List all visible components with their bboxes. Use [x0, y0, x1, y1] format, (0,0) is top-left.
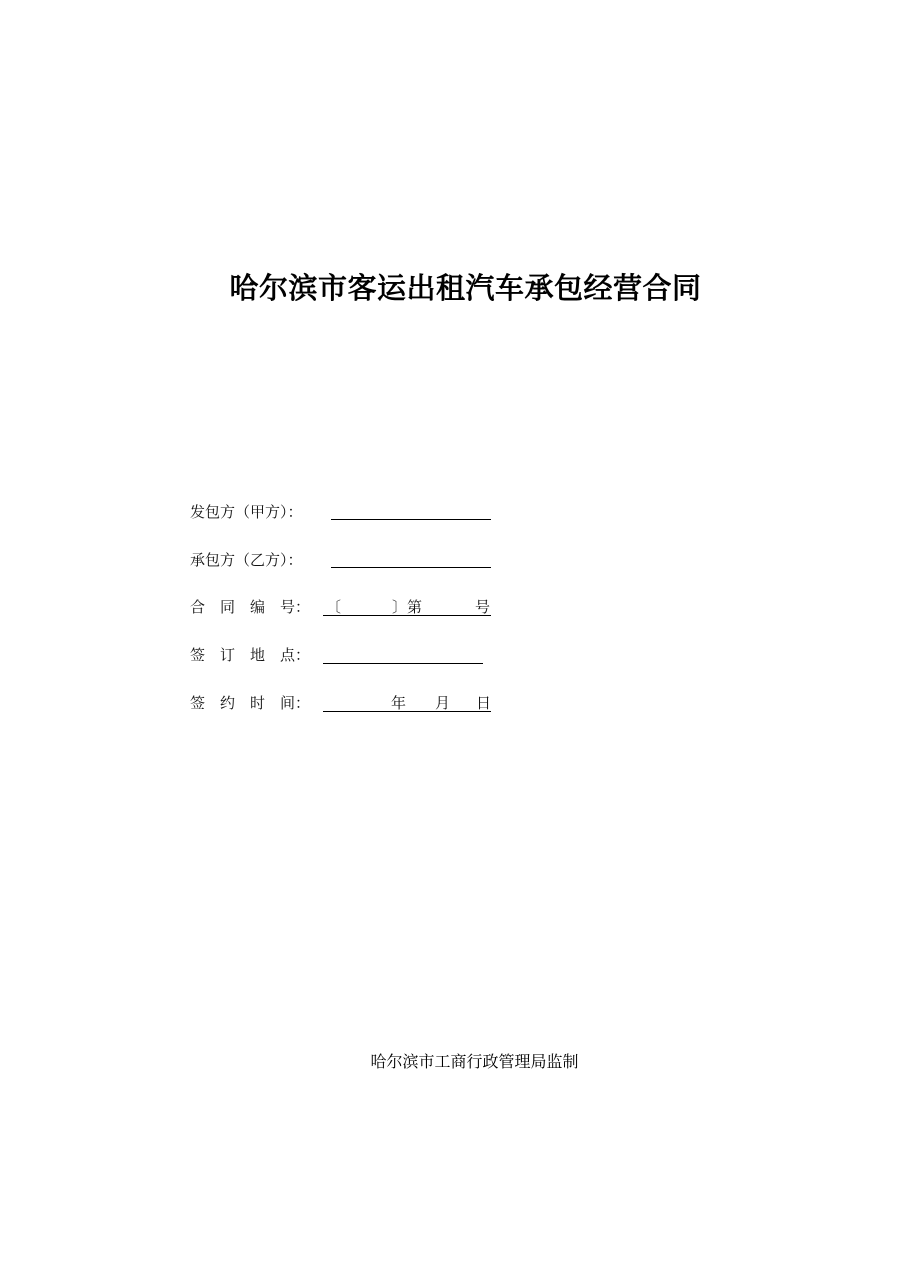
signing-date-year: 年 [391, 694, 407, 712]
signing-date-day: 日 [476, 694, 492, 712]
signing-date-label: 签 约 时 间： [190, 694, 311, 712]
employer-label: 发包方（甲方）： [190, 503, 303, 521]
signing-date-blank-line[interactable] [323, 693, 491, 712]
contractor-field [190, 550, 303, 572]
contract-number-bracket-close: 〕第 [392, 598, 423, 616]
issuer-footer: 哈尔滨市工商行政管理局监制 [370, 1052, 579, 1071]
contract-number-bracket-open: 〔 [326, 598, 342, 616]
signing-date-month: 月 [435, 694, 451, 712]
employer-blank-line[interactable] [331, 501, 491, 520]
employer-field [190, 502, 303, 524]
signing-place-label: 签 订 地 点： [190, 646, 311, 664]
contractor-label: 承包方（乙方）： [190, 551, 303, 569]
signing-place-field [190, 645, 310, 667]
contractor-blank-line[interactable] [331, 549, 491, 568]
document-title: 哈尔滨市客运出租汽车承包经营合同 [229, 271, 702, 305]
contract-number-label: 合 同 编 号： [190, 598, 311, 616]
contract-number-suffix: 号 [475, 598, 491, 616]
signing-date-field [190, 693, 310, 715]
contract-number-field [190, 597, 310, 619]
signing-place-blank-line[interactable] [323, 645, 483, 664]
